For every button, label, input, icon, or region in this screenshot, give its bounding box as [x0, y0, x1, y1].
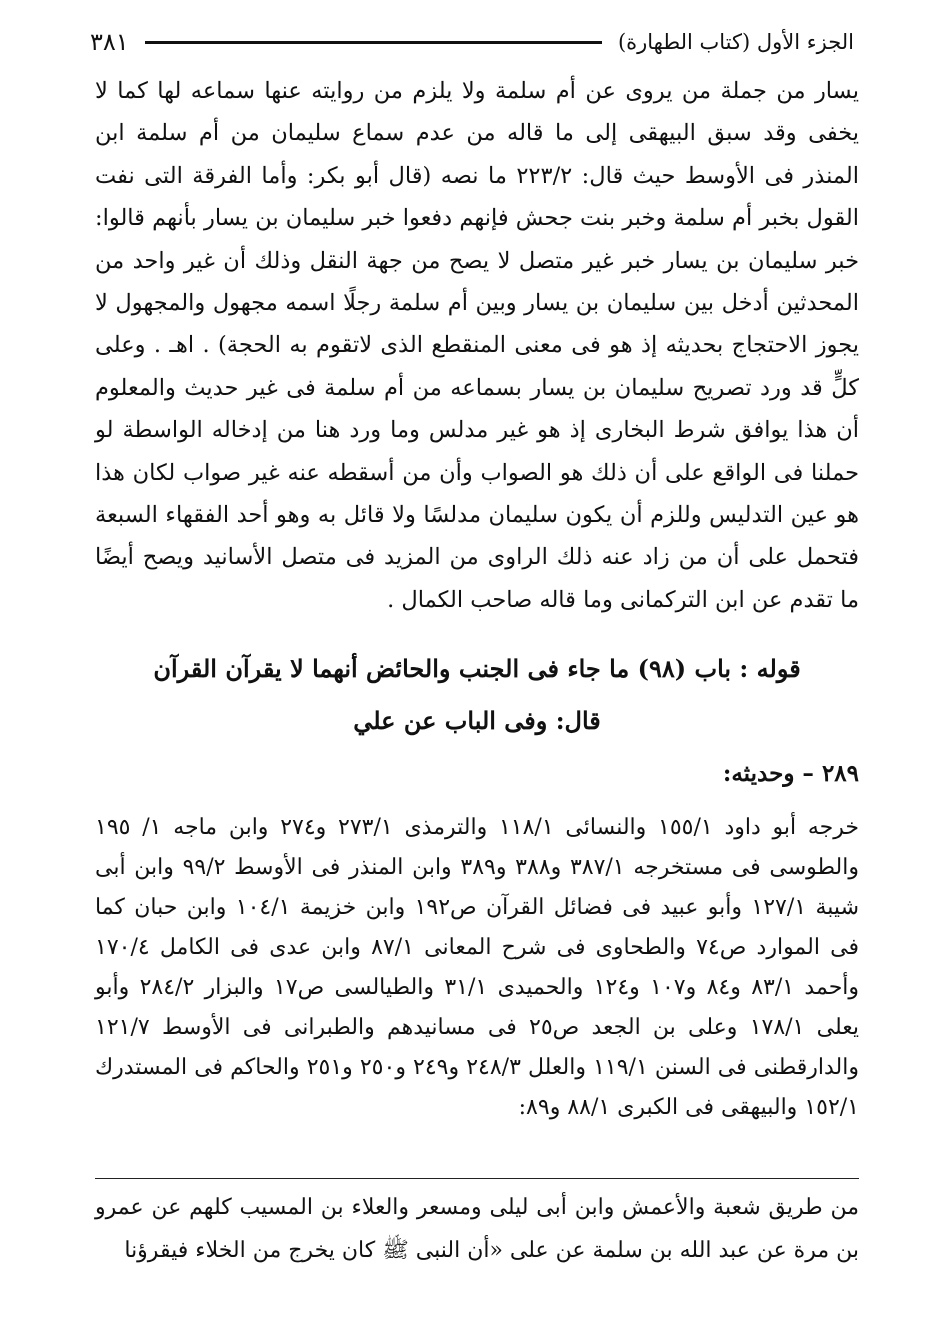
hadith-label: ٢٨٩ – وحديثه:: [722, 760, 859, 787]
takhrij-paragraph: [95, 808, 859, 1128]
page-number: ٣٨١: [90, 28, 129, 56]
paragraph-text: يسار من جملة من يروى عن أم سلمة ولا يلزم من روايته عنها سماعه لها كما لا يخفى وقد سبق البيهقى إلى ما قاله من عدم سماع سليمان من أم سلمة ابن المنذر فى الأوسط حيث قال: ٢٢٣/٢ ما نصه (قال أبو بكر: وأما الفرقة التى نفت القول بخبر أم سلمة وخبر بنت جحش فإنهم دفعوا خبر سليمان بن يسار بأنهم قالوا: خبر سليمان بن يسار خبر غير متصل لا يصح من جهة النقل وذلك أن غير واحد من المحدثين أدخل بين سليمان بن يسار وبين أم سلمة رجلًا اسمه مجهول والمجهول لا يجوز الاحتجاج بحديثه إذ هو فى معنى المنقطع الذى لاتقوم به الحجة) . اهـ . وعلى كلٍّ قد ورد تصريح سليمان بن يسار بسماعه من أم سلمة فى غير حديث والمعلوم أن هذا يوافق شرط البخارى إذ هو غير مدلس وما ورد هنا من إدخاله الواسطة لو حملنا فى الواقع على أن ذلك هو الصواب وأن من أسقطه عنه غير صواب لكان هذا هو عين التدليس وللزم أن يكون سليمان مدلسًا ولا قائل به وهو أحد الفقهاء السبعة فتحمل على أن من زاد عنه ذلك الراوى من المزيد فى متصل الأسانيد ويصح أيضًا ما تقدم عن ابن التركمانى وما قاله صاحب الكمال .: [95, 78, 859, 613]
takhrij-text: خرجه أبو داود ١٥٥/١ والنسائى ١١٨/١ والترمذى ٢٧٣/١ و٢٧٤ وابن ماجه ١/ ١٩٥ والطوسى فى مستخرجه ٣٨٧/١ و٣٨٨ و٣٨٩ وابن المنذر فى الأوسط ٩٩/٢ وابن أبى شيبة ١٢٧/١ وأبو عبيد فى فضائل القرآن ص١٩٢ وابن خزيمة ١٠٤/١ وابن حبان كما فى الموارد ص٧٤ والطحاوى فى شرح المعانى ٨٧/١ وابن عدى فى الكامل ١٧٠/٤ وأحمد ٨٣/١ و٨٤ و١٠٧ و١٢٤ والحميدى ٣١/١ والطيالسى ص١٧ والبزار ٢٨٤/٢ وأبو يعلى ١٧٨/١ وعلى بن الجعد ص٢٥ فى مسانيدهم والطبرانى فى الأوسط ١٢١/٧ والدارقطنى فى السنن ١١٩/١ والعلل ٢٤٨/٣ و٢٤٩ و٢٥٠ و٢٥١ والحاكم فى المستدرك ١٥٢/١ والبيهقى فى الكبرى ٨٨/١ و٨٩:: [95, 815, 860, 1120]
chapter-title: الجزء الأول (كتاب الطهارة): [617, 30, 854, 54]
header-rule: [145, 41, 602, 44]
section-subheading: قال: وفى الباب عن علي: [353, 706, 601, 735]
section-heading: قوله : باب (٩٨) ما جاء فى الجنب والحائض أنهما لا يقرآن القرآن: [153, 654, 801, 683]
running-header: [90, 22, 854, 62]
body-paragraph: [95, 70, 859, 621]
section-divider: [95, 1178, 859, 1179]
closing-paragraph: [95, 1186, 859, 1272]
closing-text: من طريق شعبة والأعمش وابن أبى ليلى ومسعر والعلاء بن المسيب كلهم عن عمرو بن مرة عن عبد الله بن سلمة عن على «أن النبى ﷺ كان يخرج من الخلاء فيقرؤنا: [95, 1195, 859, 1263]
